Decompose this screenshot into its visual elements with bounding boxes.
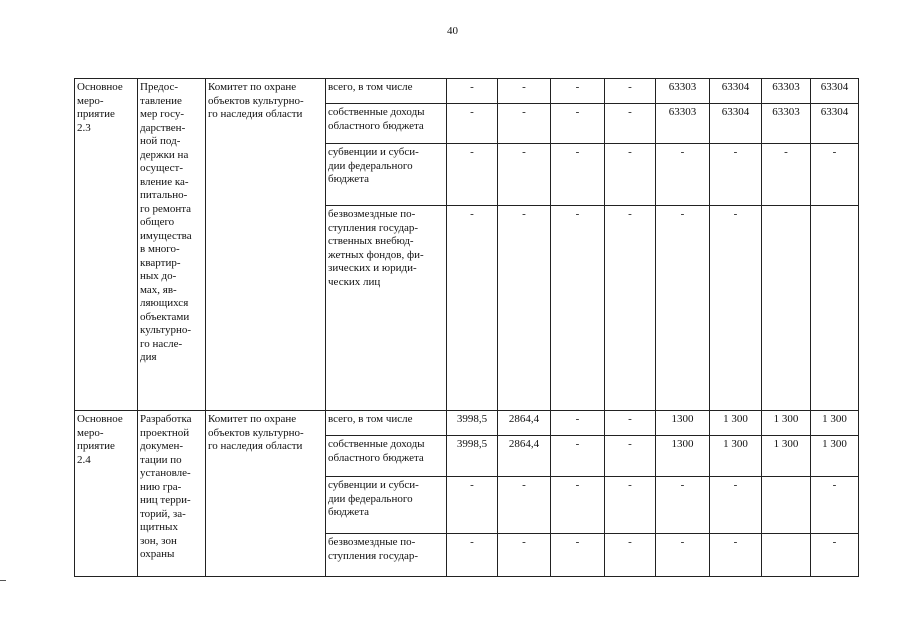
funding-source-cell: субвенции и субси- дии федерального бюджета [326,144,447,206]
value-cell: 2864,4 [498,411,551,436]
funding-source-cell: субвенции и субси- дии федерального бюджета [326,477,447,534]
value-cell: - [447,206,498,411]
margin-mark [0,580,6,581]
value-cell [762,534,811,577]
table-row [75,411,859,436]
value-cell: 63304 [710,79,762,104]
value-cell: - [551,79,605,104]
value-cell: - [498,79,551,104]
value-cell: 63304 [710,104,762,144]
funding-source-cell: собственные доходы областного бюджета [326,436,447,477]
value-cell: - [811,144,859,206]
value-cell [811,206,859,411]
value-cell [762,206,811,411]
value-cell: - [605,477,656,534]
value-cell: 63303 [762,79,811,104]
table-row [75,79,859,104]
value-cell: - [656,477,710,534]
description-cell: Разработка проектной докумен- тации по установле- нию гра- ниц терри- торий, за- щитных зон, зон охраны [138,411,206,577]
executor-cell: Комитет по охране объектов культурно- го наследия области [206,79,326,411]
value-cell: - [498,104,551,144]
value-cell: 1 300 [762,411,811,436]
funding-source-cell: всего, в том числе [326,411,447,436]
value-cell: 63304 [811,104,859,144]
value-cell: - [447,79,498,104]
value-cell: - [447,104,498,144]
value-cell: - [551,477,605,534]
funding-source-cell: безвозмездные по- ступления государ- ственных внебюд- жетных фондов, фи- зических и юриди- ческих лиц [326,206,447,411]
value-cell: 63303 [656,79,710,104]
value-cell: 1 300 [710,411,762,436]
value-cell: - [498,206,551,411]
value-cell: - [551,206,605,411]
value-cell: 1 300 [710,436,762,477]
value-cell: - [605,436,656,477]
value-cell: - [710,477,762,534]
value-cell: - [605,411,656,436]
value-cell: 63303 [762,104,811,144]
value-cell: - [551,436,605,477]
page-number: 40 [447,25,458,37]
value-cell: - [551,534,605,577]
value-cell: - [656,534,710,577]
value-cell: - [605,534,656,577]
value-cell: 1 300 [811,411,859,436]
value-cell [762,477,811,534]
value-cell: - [498,144,551,206]
funding-source-cell: собственные доходы областного бюджета [326,104,447,144]
value-cell: - [605,79,656,104]
funding-source-cell: безвозмездные по- ступления государ- [326,534,447,577]
value-cell: - [811,477,859,534]
value-cell: - [447,144,498,206]
value-cell: - [811,534,859,577]
value-cell: - [762,144,811,206]
executor-cell: Комитет по охране объектов культурно- го наследия области [206,411,326,577]
value-cell: - [498,477,551,534]
funding-source-cell: всего, в том числе [326,79,447,104]
value-cell: 1300 [656,436,710,477]
value-cell: - [447,534,498,577]
budget-table [74,78,859,577]
value-cell: - [710,534,762,577]
value-cell: - [605,104,656,144]
description-cell: Предос- тавление мер госу- дарствен- ной под- держки на осущест- вление ка- питально- го ремонта общего имущества в много- квартир- ных до- мах, яв- ляющихся объектами культурно- го насле- дия [138,79,206,411]
value-cell: - [656,206,710,411]
value-cell: 3998,5 [447,411,498,436]
value-cell: - [710,206,762,411]
value-cell: - [656,144,710,206]
value-cell: 2864,4 [498,436,551,477]
value-cell: - [551,104,605,144]
value-cell: - [551,144,605,206]
value-cell: - [605,206,656,411]
value-cell: - [551,411,605,436]
value-cell: 1300 [656,411,710,436]
value-cell: - [447,477,498,534]
value-cell: 1 300 [762,436,811,477]
value-cell: - [605,144,656,206]
value-cell: 63304 [811,79,859,104]
value-cell: 3998,5 [447,436,498,477]
activity-cell: Основное меро- приятие 2.3 [75,79,138,411]
value-cell: - [710,144,762,206]
value-cell: - [498,534,551,577]
value-cell: 63303 [656,104,710,144]
value-cell: 1 300 [811,436,859,477]
activity-cell: Основное меро- приятие 2.4 [75,411,138,577]
